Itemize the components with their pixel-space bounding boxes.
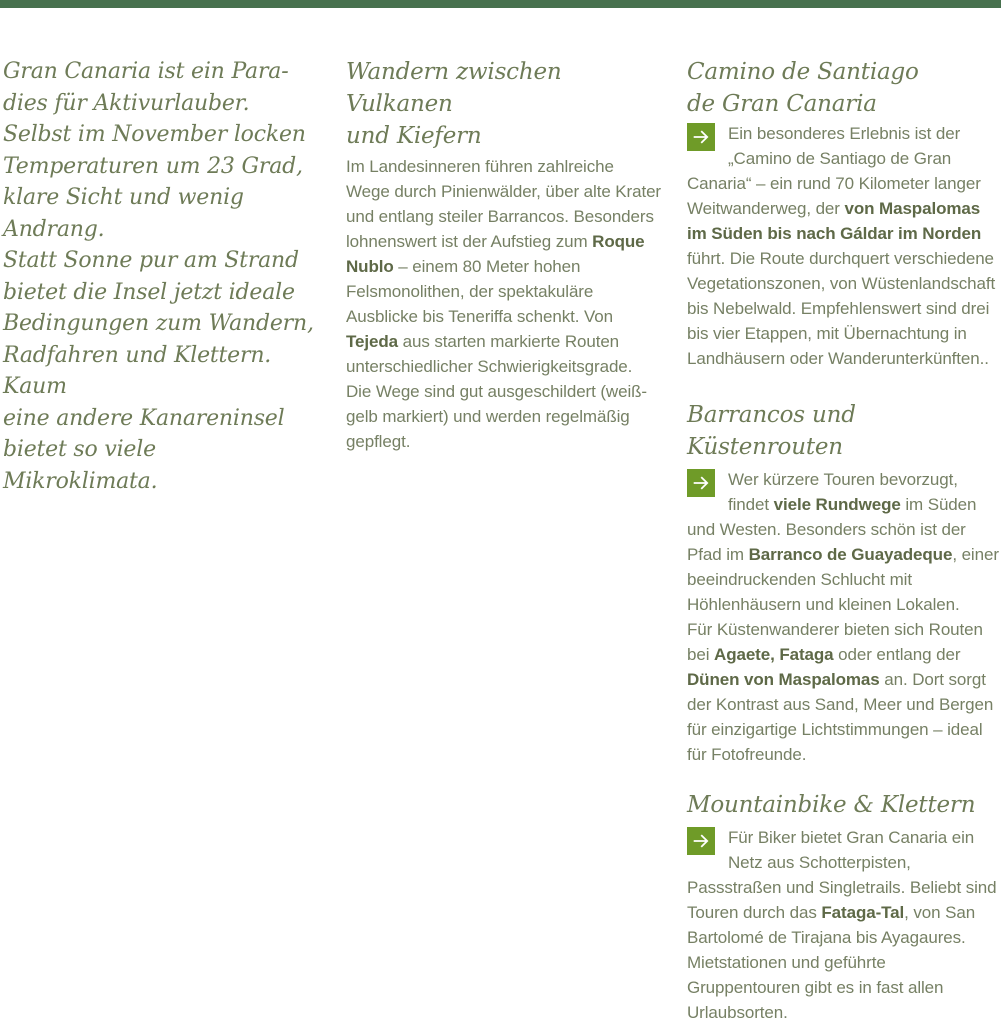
arrow-right-icon <box>692 832 710 850</box>
mountainbike-paragraph: Für Biker bietet Gran Canaria ein Netz aus Schotterpisten, Passstraßen und Singletrails. Beliebt sind Touren durch das Fataga-Tal, von San Bartolomé de Tirajana bis Ayagaures. Mietstationen und geführte Gruppentouren gibt es in fast allen Urlaubsorten. <box>687 828 997 1022</box>
hiking-paragraph: Im Landesinneren führen zahlreiche Wege durch Pinienwälder, über alte Krater und entlang steiler Barrancos. Besonders lohnenswert ist der Aufstieg zum Roque Nublo – einem 80 Meter hohen Felsmonolithen, der spektakuläre Ausblicke bis Teneriffa schenkt. Von Tejeda aus starten markierte Routen unterschiedlicher Schwierigkeitsgrade. Die Wege sind gut ausgeschildert (weiß-gelb markiert) und werden regelmäßig gepflegt. <box>346 157 661 451</box>
intro-column <box>3 56 316 497</box>
top-accent-bar <box>0 0 1001 8</box>
intro-text: Gran Canaria ist ein Para- dies für Aktivurlauber. Selbst im November locken Temperaturen um 23 Grad, klare Sicht und wenig Andrang. Statt Sonne pur am Strand bietet die Insel jetzt ideale Bedingungen zum Wandern, Radfahren und Klettern. Kaum eine andere Kanareninsel bietet so viele Mikroklimata. <box>3 59 314 494</box>
barrancos-arrow-button[interactable] <box>687 469 715 497</box>
routes-column <box>687 56 1001 1025</box>
section-camino <box>687 56 1001 371</box>
camino-arrow-button[interactable] <box>687 123 715 151</box>
arrow-right-icon <box>692 474 710 492</box>
section-mountainbike <box>687 789 1001 1025</box>
arrow-right-icon <box>692 128 710 146</box>
mountainbike-arrow-button[interactable] <box>687 827 715 855</box>
mountainbike-heading: Mountainbike & Klettern <box>687 792 976 818</box>
barrancos-heading: Barrancos und Küstenrouten <box>687 402 856 460</box>
section-barrancos <box>687 399 1001 767</box>
camino-heading: Camino de Santiago de Gran Canaria <box>687 59 919 117</box>
camino-paragraph: Ein besonderes Erlebnis ist der „Camino de Santiago de Gran Canaria“ – ein rund 70 Kilometer langer Weitwanderweg, der von Maspalomas im Süden bis nach Gáldar im Norden führt. Die Route durchquert verschiedene Vegetationszonen, von Wüstenlandschaft bis Nebelwald. Empfehlenswert sind drei bis vier Etappen, mit Übernachtung in Landhäusern oder Wanderunterkünften.. <box>687 124 996 368</box>
barrancos-paragraph: Wer kürzere Touren bevorzugt, findet viele Rundwege im Süden und Westen. Besonders schön ist der Pfad im Barranco de Guayadeque, einer beeindruckenden Schlucht mit Höhlenhäusern und kleinen Lokalen. Für Küstenwanderer bieten sich Routen bei Agaete, Fataga oder entlang der Dünen von Maspalomas an. Dort sorgt der Kontrast aus Sand, Meer und Bergen für einzigartige Lichtstimmungen – ideal für Fotofreunde. <box>687 470 999 764</box>
hiking-heading: Wandern zwischen Vulkanen und Kiefern <box>346 59 562 149</box>
hiking-column <box>346 56 661 454</box>
